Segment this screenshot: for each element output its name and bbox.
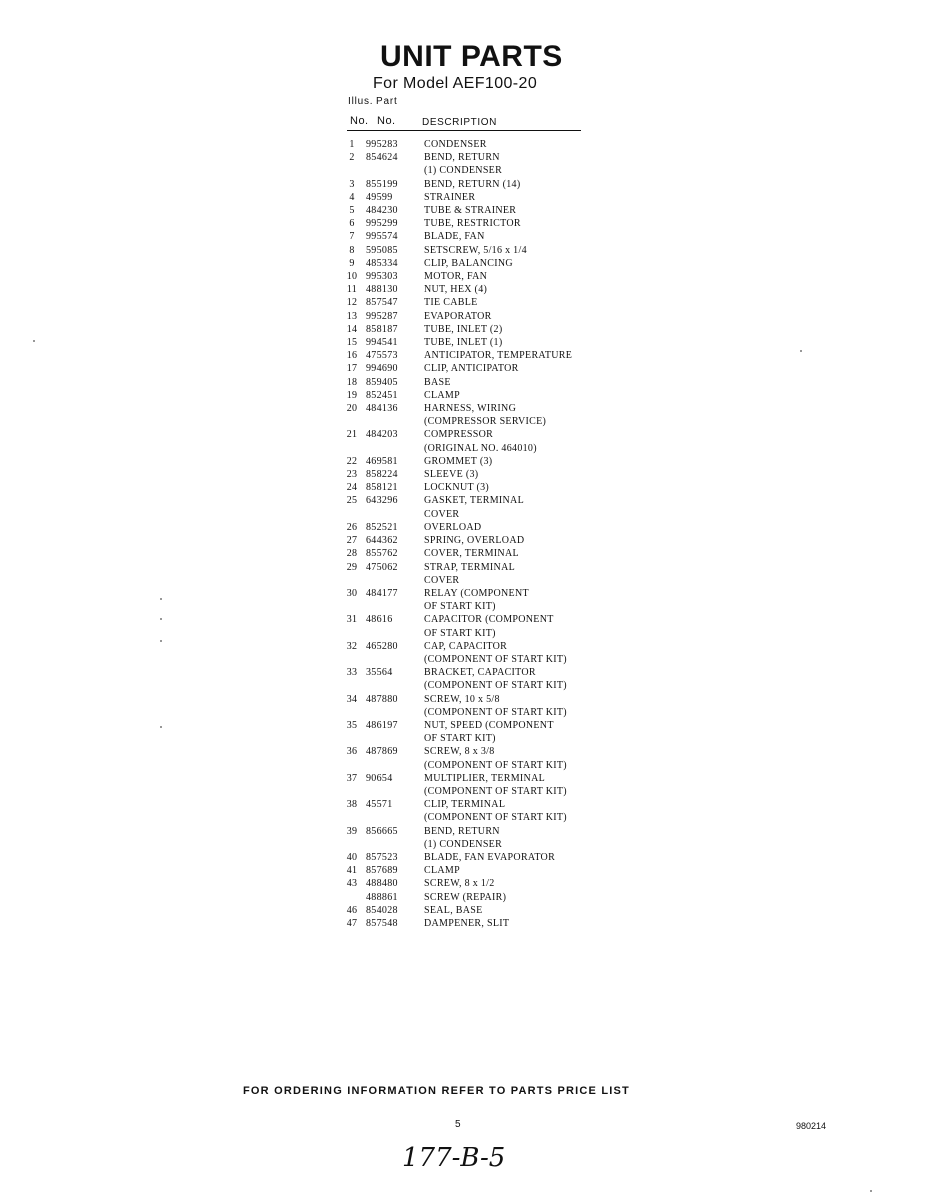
part-row (340, 521, 610, 534)
column-header-part-no: No. (377, 115, 396, 127)
part-row-continuation (340, 732, 610, 745)
illus-number (340, 164, 364, 177)
part-number (364, 653, 424, 666)
part-row (340, 376, 610, 389)
illus-number (340, 811, 364, 824)
part-row-continuation (340, 811, 610, 824)
illus-number: 2 (349, 152, 355, 164)
document-code: 980214 (796, 1121, 827, 1131)
part-description: COMPRESSOR (424, 429, 494, 441)
part-row (340, 745, 610, 758)
part-row (340, 230, 610, 243)
part-row (340, 455, 610, 468)
part-row (340, 336, 610, 349)
part-row (340, 534, 610, 547)
part-number: 475573 (366, 350, 398, 362)
handwritten-reference (400, 1138, 530, 1183)
part-description: CAPACITOR (COMPONENT (424, 614, 554, 626)
part-description: OF START KIT) (424, 601, 496, 613)
part-description: SEAL, BASE (424, 904, 483, 916)
part-description: (COMPONENT OF START KIT) (424, 785, 567, 797)
illus-number: 46 (346, 904, 358, 916)
illus-number (340, 732, 364, 745)
part-description: (COMPONENT OF START KIT) (424, 706, 567, 718)
part-row-continuation (340, 442, 610, 455)
part-description: TUBE & STRAINER (424, 205, 517, 217)
part-description: LOCKNUT (3) (424, 482, 490, 494)
part-row (340, 547, 610, 560)
part-number: 854028 (366, 904, 398, 916)
illus-number: 11 (346, 284, 358, 296)
part-row-continuation (340, 679, 610, 692)
illus-number: 10 (346, 271, 358, 283)
part-row (340, 825, 610, 838)
illus-number: 18 (346, 376, 358, 388)
part-description: BEND, RETURN (424, 152, 500, 164)
part-number: 45571 (366, 799, 393, 811)
part-description: (ORIGINAL NO. 464010) (424, 442, 537, 454)
part-number: 858224 (366, 469, 398, 481)
part-description: HARNESS, WIRING (424, 403, 517, 415)
illus-number: 29 (346, 561, 358, 573)
part-description: (COMPONENT OF START KIT) (424, 680, 567, 692)
part-number: 487869 (366, 746, 398, 758)
part-number: 854624 (366, 152, 398, 164)
parts-list (340, 138, 610, 930)
illus-number: 26 (346, 521, 358, 533)
part-number (364, 164, 424, 177)
scan-speck (33, 340, 35, 342)
illus-number (340, 442, 364, 455)
part-description: TUBE, RESTRICTOR (424, 218, 521, 230)
part-description: TIE CABLE (424, 297, 478, 309)
illus-number (340, 679, 364, 692)
part-number: 643296 (366, 495, 398, 507)
part-row (340, 283, 610, 296)
part-number (364, 759, 424, 772)
illus-number: 23 (346, 469, 358, 481)
part-row-continuation (340, 759, 610, 772)
part-description: SCREW, 8 x 3/8 (424, 746, 495, 758)
part-description: ANTICIPATOR, TEMPERATURE (424, 350, 573, 362)
illus-number: 14 (346, 323, 358, 335)
illus-number: 16 (346, 350, 358, 362)
part-description: CLIP, BALANCING (424, 257, 513, 269)
part-number: 488480 (366, 878, 398, 890)
part-number: 484177 (366, 587, 398, 599)
illus-number: 12 (346, 297, 358, 309)
scan-speck (160, 598, 162, 600)
illus-number: 7 (349, 231, 355, 243)
part-row (340, 640, 610, 653)
part-description: COVER (424, 508, 460, 520)
header-divider (347, 130, 581, 131)
part-description: RELAY (COMPONENT (424, 587, 529, 599)
illus-number: 27 (346, 535, 358, 547)
part-number: 469581 (366, 455, 398, 467)
illus-number: 21 (346, 429, 358, 441)
part-description: MULTIPLIER, TERMINAL (424, 772, 545, 784)
part-row (340, 561, 610, 574)
part-number: 486197 (366, 719, 398, 731)
column-header-illus: Illus. (348, 96, 374, 107)
illus-number (340, 785, 364, 798)
part-description: SPRING, OVERLOAD (424, 535, 525, 547)
model-subtitle: For Model AEF100-20 (373, 75, 538, 92)
scan-speck (160, 618, 162, 620)
part-row (340, 362, 610, 375)
part-number: 994541 (366, 337, 398, 349)
part-number: 857523 (366, 851, 398, 863)
part-number: 995283 (366, 139, 398, 150)
page-title: UNIT PARTS (380, 40, 563, 73)
part-row-continuation (340, 785, 610, 798)
illus-number (340, 759, 364, 772)
part-number: 857689 (366, 865, 398, 877)
scan-speck (160, 726, 162, 728)
part-row (340, 481, 610, 494)
part-description: STRAP, TERMINAL (424, 561, 515, 573)
part-description: (COMPRESSOR SERVICE) (424, 416, 547, 428)
part-row (340, 244, 610, 257)
part-number (364, 732, 424, 745)
part-description: CLIP, ANTICIPATOR (424, 363, 519, 375)
illus-number: 8 (349, 244, 355, 256)
part-row-continuation (340, 600, 610, 613)
part-number (364, 600, 424, 613)
part-description: COVER, TERMINAL (424, 548, 519, 560)
illus-number: 5 (349, 205, 355, 217)
part-number (364, 811, 424, 824)
illus-number: 43 (346, 878, 358, 890)
illus-number: 19 (346, 389, 358, 401)
illus-number: 41 (346, 865, 358, 877)
part-description: SLEEVE (3) (424, 469, 479, 481)
part-row (340, 389, 610, 402)
part-number: 858121 (366, 482, 398, 494)
part-row (340, 877, 610, 890)
part-row (340, 270, 610, 283)
part-number: 49599 (366, 191, 393, 203)
part-description: (COMPONENT OF START KIT) (424, 759, 567, 771)
part-row (340, 138, 610, 151)
part-number: 644362 (366, 535, 398, 547)
part-number: 856665 (366, 825, 398, 837)
part-row (340, 719, 610, 732)
part-description: NUT, HEX (4) (424, 284, 488, 296)
illus-number: 47 (346, 917, 358, 929)
scan-speck (800, 350, 802, 352)
part-number: 995303 (366, 271, 398, 283)
part-description: BEND, RETURN (424, 825, 500, 837)
illus-number: 22 (346, 455, 358, 467)
part-number: 48616 (366, 614, 393, 626)
part-number: 852451 (366, 389, 398, 401)
part-description: SETSCREW, 5/16 x 1/4 (424, 244, 527, 256)
illus-number: 39 (346, 825, 358, 837)
part-row (340, 891, 610, 904)
illus-number (340, 415, 364, 428)
part-description: MOTOR, FAN (424, 271, 488, 283)
part-description: BRACKET, CAPACITOR (424, 667, 536, 679)
part-number: 858187 (366, 323, 398, 335)
part-row (340, 151, 610, 164)
part-row (340, 666, 610, 679)
part-description: SCREW, 8 x 1/2 (424, 878, 495, 890)
illus-number (340, 600, 364, 613)
illus-number: 31 (346, 614, 358, 626)
part-number: 485334 (366, 257, 398, 269)
handwritten-reference-text: 177-B-5 (402, 1143, 506, 1173)
part-row (340, 904, 610, 917)
part-row-continuation (340, 508, 610, 521)
illus-number (340, 838, 364, 851)
part-row-continuation (340, 415, 610, 428)
part-row-continuation (340, 838, 610, 851)
part-number: 995299 (366, 218, 398, 230)
part-description: OVERLOAD (424, 521, 482, 533)
illus-number: 32 (346, 640, 358, 652)
illus-number: 13 (346, 310, 358, 322)
part-row-continuation (340, 653, 610, 666)
part-description: (COMPONENT OF START KIT) (424, 653, 567, 665)
part-row (340, 402, 610, 415)
part-number: 859405 (366, 376, 398, 388)
part-row (340, 178, 610, 191)
part-number: 995287 (366, 310, 398, 322)
part-description: BEND, RETURN (14) (424, 178, 521, 190)
part-description: EVAPORATOR (424, 310, 492, 322)
part-number: 90654 (366, 772, 393, 784)
part-number: 484136 (366, 403, 398, 415)
part-number: 855762 (366, 548, 398, 560)
part-row (340, 257, 610, 270)
part-description: GASKET, TERMINAL (424, 495, 524, 507)
part-row-continuation (340, 706, 610, 719)
part-number: 857547 (366, 297, 398, 309)
part-number (364, 442, 424, 455)
illus-number: 3 (349, 178, 355, 190)
illus-number: 6 (349, 218, 355, 230)
illus-number: 24 (346, 482, 358, 494)
part-description: COVER (424, 574, 460, 586)
part-row (340, 217, 610, 230)
illus-number (340, 508, 364, 521)
part-description: TUBE, INLET (2) (424, 323, 503, 335)
part-number (364, 706, 424, 719)
part-description: (1) CONDENSER (424, 838, 503, 850)
illus-number (340, 706, 364, 719)
part-row-continuation (340, 574, 610, 587)
part-number: 475062 (366, 561, 398, 573)
part-row (340, 468, 610, 481)
part-row (340, 693, 610, 706)
part-number (364, 574, 424, 587)
part-row (340, 323, 610, 336)
part-description: BLADE, FAN EVAPORATOR (424, 851, 556, 863)
part-number (364, 627, 424, 640)
part-description: STRAINER (424, 191, 476, 203)
illus-number: 15 (346, 337, 358, 349)
part-row (340, 917, 610, 930)
part-number (364, 415, 424, 428)
part-description: CAP, CAPACITOR (424, 640, 508, 652)
illus-number: 34 (346, 693, 358, 705)
part-number: 465280 (366, 640, 398, 652)
part-row (340, 851, 610, 864)
part-description: BASE (424, 376, 451, 388)
handwritten-reference-mark (400, 1138, 530, 1178)
part-description: OF START KIT) (424, 627, 496, 639)
illus-number: 38 (346, 799, 358, 811)
illus-number: 36 (346, 746, 358, 758)
part-row (340, 191, 610, 204)
illus-number: 17 (346, 363, 358, 375)
part-description: (1) CONDENSER (424, 165, 503, 177)
part-description: CLAMP (424, 865, 460, 877)
part-description: CLAMP (424, 389, 460, 401)
part-description: OF START KIT) (424, 733, 496, 745)
part-row (340, 772, 610, 785)
part-row-continuation (340, 627, 610, 640)
column-header-description: DESCRIPTION (422, 117, 497, 128)
part-row (340, 494, 610, 507)
part-number (364, 785, 424, 798)
illus-number: 33 (346, 667, 358, 679)
illus-number: 30 (346, 587, 358, 599)
scan-speck (870, 1190, 872, 1192)
part-row (340, 428, 610, 441)
part-description: GROMMET (3) (424, 455, 493, 467)
part-description: SCREW (REPAIR) (424, 891, 507, 903)
part-number: 857548 (366, 917, 398, 929)
part-row (340, 587, 610, 600)
part-description: SCREW, 10 x 5/8 (424, 693, 500, 705)
part-number: 595085 (366, 244, 398, 256)
part-row (340, 310, 610, 323)
part-number: 484203 (366, 429, 398, 441)
part-number (364, 508, 424, 521)
part-description: DAMPENER, SLIT (424, 917, 510, 929)
part-number: 488130 (366, 284, 398, 296)
illus-number: 35 (346, 719, 358, 731)
part-number: 35564 (366, 667, 393, 679)
part-row-continuation (340, 164, 610, 177)
scan-speck (160, 640, 162, 642)
part-number: 484230 (366, 205, 398, 217)
part-row (340, 296, 610, 309)
column-header-illus-no: No. (350, 115, 369, 127)
part-number (364, 838, 424, 851)
part-number: 488861 (366, 891, 398, 903)
part-description: CONDENSER (424, 139, 487, 150)
part-description: NUT, SPEED (COMPONENT (424, 719, 554, 731)
illus-number: 40 (346, 851, 358, 863)
part-description: TUBE, INLET (1) (424, 337, 503, 349)
part-row (340, 864, 610, 877)
illus-number: 25 (346, 495, 358, 507)
illus-number: 28 (346, 548, 358, 560)
illus-number (340, 653, 364, 666)
part-number: 995574 (366, 231, 398, 243)
illus-number: 9 (349, 257, 355, 269)
part-number: 994690 (366, 363, 398, 375)
page-number: 5 (455, 1119, 461, 1130)
part-row (340, 798, 610, 811)
part-row (340, 204, 610, 217)
illus-number (340, 574, 364, 587)
part-description: (COMPONENT OF START KIT) (424, 812, 567, 824)
illus-number (340, 891, 364, 904)
illus-number: 4 (349, 191, 355, 203)
illus-number: 20 (346, 403, 358, 415)
illus-number (340, 627, 364, 640)
part-number: 852521 (366, 521, 398, 533)
ordering-note: FOR ORDERING INFORMATION REFER TO PARTS PRICE LIST (243, 1085, 630, 1097)
part-number (364, 679, 424, 692)
illus-number: 37 (346, 772, 358, 784)
illus-number: 1 (349, 139, 355, 150)
column-header-part: Part (376, 96, 398, 107)
part-row (340, 613, 610, 626)
part-description: CLIP, TERMINAL (424, 799, 506, 811)
part-number: 487880 (366, 693, 398, 705)
part-description: BLADE, FAN (424, 231, 485, 243)
part-row (340, 349, 610, 362)
part-number: 855199 (366, 178, 398, 190)
